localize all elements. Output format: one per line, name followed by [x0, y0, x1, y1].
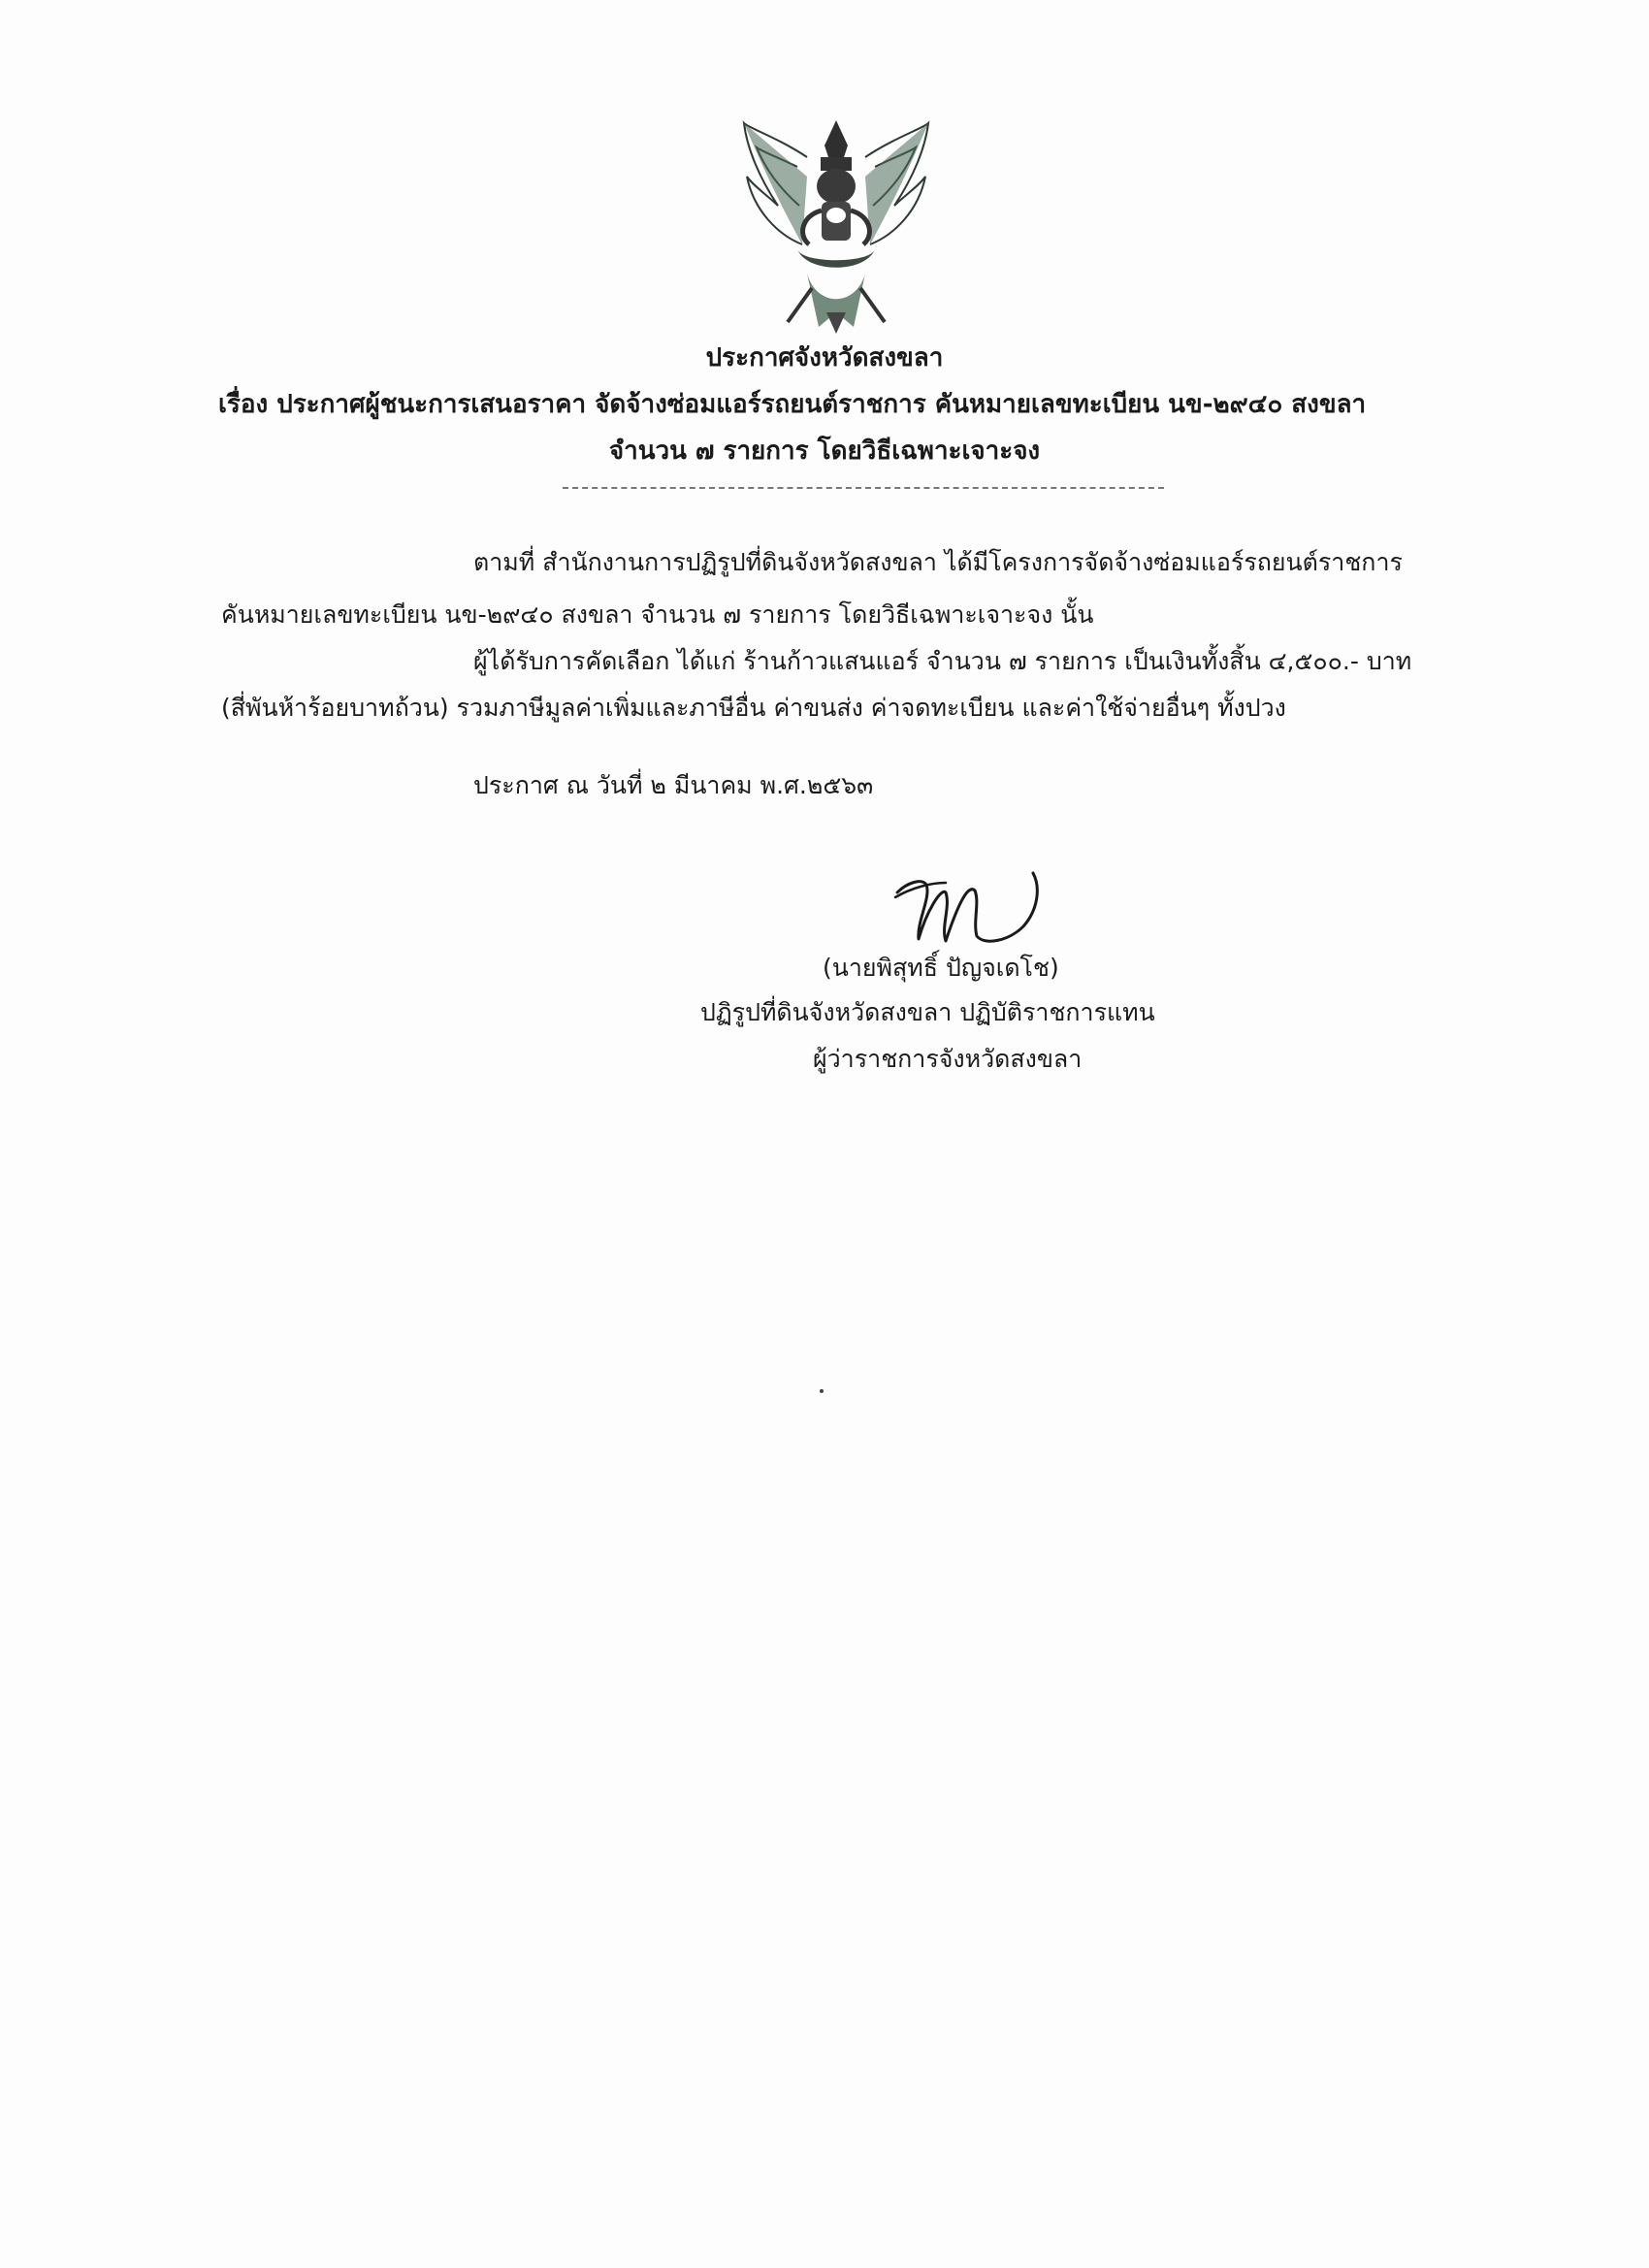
signatory-position-line1: ปฏิรูปที่ดินจังหวัดสงขลา ปฏิบัติราชการแทน [700, 998, 1155, 1026]
paragraph2-line2: (สี่พันห้าร้อยบาทถ้วน) รวมภาษีมูลค่าเพิ่มและภาษีอื่น ค่าขนส่ง ค่าจดทะเบียน และค่าใช้จ่ายอื่นๆ ทั้งปวง [221, 694, 1286, 722]
signatory-position-line2: ผู้ว่าราชการจังหวัดสงขลา [813, 1045, 1083, 1073]
garuda-emblem-icon [739, 118, 933, 336]
dashed-divider [563, 487, 1164, 489]
announce-date: ประกาศ ณ วันที่ ๒ มีนาคม พ.ศ.๒๕๖๓ [473, 771, 874, 799]
scan-speck [820, 1389, 824, 1393]
paragraph1-line1: ตามที่ สำนักงานการปฏิรูปที่ดินจังหวัดสงขลา ได้มีโครงการจัดจ้างซ่อมแอร์รถยนต์ราชการ [473, 548, 1403, 576]
signatory-name: (นายพิสุทธิ์ ปัญจเดโช) [823, 954, 1059, 982]
document-subject-line2: จำนวน ๗ รายการ โดยวิธีเฉพาะเจาะจง [608, 437, 1041, 466]
document-subject-line1: เรื่อง ประกาศผู้ชนะการเสนอราคา จัดจ้างซ่อมแอร์รถยนต์ราชการ คันหมายเลขทะเบียน นข-๒๙๔๐ สงขลา [218, 390, 1367, 419]
document-title: ประกาศจังหวัดสงขลา [705, 343, 944, 373]
paragraph1-line2: คันหมายเลขทะเบียน นข-๒๙๔๐ สงขลา จำนวน ๗ รายการ โดยวิธีเฉพาะเจาะจง นั้น [221, 600, 1094, 629]
handwritten-signature-icon [888, 854, 1048, 951]
paragraph2-line1: ผู้ได้รับการคัดเลือก ได้แก่ ร้านก้าวแสนแอร์ จำนวน ๗ รายการ เป็นเงินทั้งสิ้น ๔,๕๐๐.- บาท [473, 647, 1412, 675]
